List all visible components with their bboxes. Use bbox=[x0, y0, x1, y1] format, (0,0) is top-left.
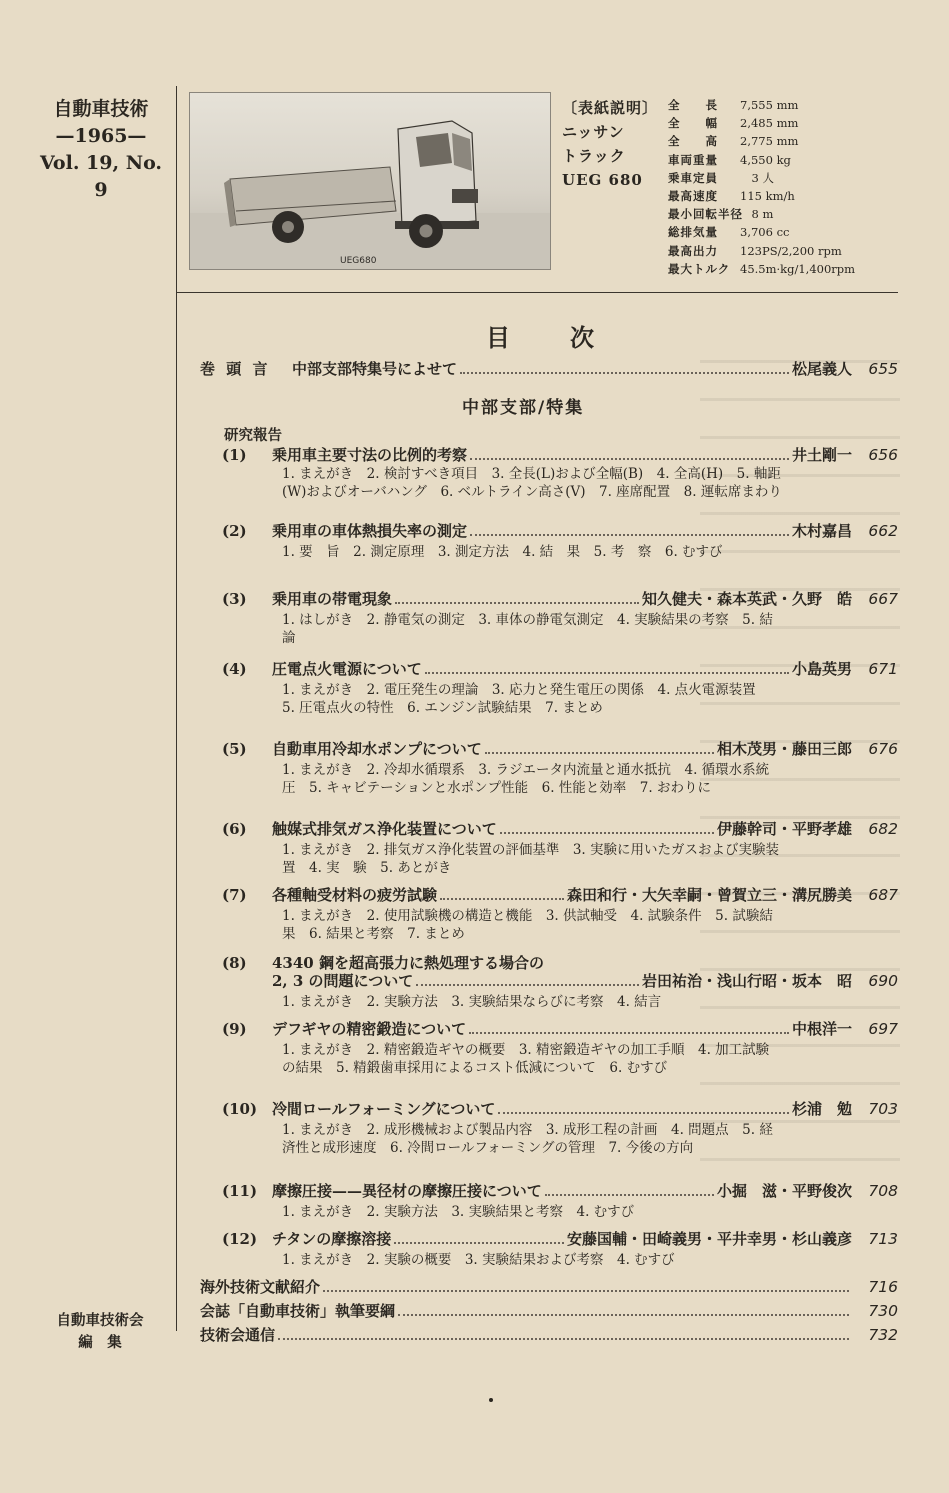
toc-subsections: 1. まえがき 2. 排気ガス浄化装置の評価基準 3. 実験に用いたガスおよび実験装置 4. 実 験 5. あとがき bbox=[282, 842, 780, 876]
cover-maker: ニッサン bbox=[562, 123, 625, 141]
toc-entry-cont[interactable]: 2, 3 の問題について 岩田祐治・浅山行昭・坂本 昭 690 bbox=[272, 972, 898, 990]
toc-entry[interactable]: (4) 圧電点火電源について 小島英男 671 bbox=[222, 660, 898, 678]
toc-entry[interactable]: (7) 各種軸受材料の疲労試験 森田和行・大矢幸嗣・曾賀立三・溝尻勝美 687 bbox=[222, 886, 898, 904]
publisher-name: 自動車技術会 bbox=[56, 1312, 144, 1329]
publisher-block bbox=[50, 1310, 150, 1354]
cover-model: UEG 680 bbox=[562, 171, 643, 189]
toc-subsections: 1. まえがき 2. 使用試験機の構造と機能 3. 供試軸受 4. 試験条件 5. 試験結果 6. 結果と考察 7. まとめ bbox=[282, 908, 773, 942]
toc-subsections: 1. まえがき 2. 検討すべき項目 3. 全長(L)および全幅(B) 4. 全高(H) 5. 軸距(W)およびオーバハング 6. ベルトライン高さ(V) 7. 座席配置 8. 運転席まわり bbox=[282, 466, 782, 500]
toc-subsections: 1. 要 旨 2. 測定原理 3. 測定方法 4. 結 果 5. 考 察 6. むすび bbox=[282, 544, 723, 560]
truck-illustration bbox=[190, 93, 550, 269]
spec-table bbox=[668, 96, 855, 278]
cover-type: トラック bbox=[562, 147, 626, 165]
journal-volume: Vol. 19, No. 9 bbox=[39, 152, 163, 201]
toc-entry[interactable]: (3) 乗用車の帯電現象 知久健夫・森本英武・久野 皓 667 bbox=[222, 590, 898, 608]
toc-entry[interactable]: (2) 乗用車の車体熱損失率の測定 木村嘉昌 662 bbox=[222, 522, 898, 540]
feature-heading: 中部支部/特集 bbox=[462, 398, 585, 418]
header-rule bbox=[176, 292, 898, 293]
cover-description bbox=[562, 96, 658, 192]
cover-label: 〔表紙説明〕 bbox=[562, 99, 659, 117]
toc-subsections: 1. まえがき 2. 電圧発生の理論 3. 応力と発生電圧の関係 4. 点火電源装置 5. 圧電点火の特性 6. エンジン試験結果 7. まとめ bbox=[282, 682, 770, 716]
journal-masthead bbox=[36, 96, 166, 204]
toc-entry[interactable]: (6) 触媒式排気ガス浄化装置について 伊藤幹司・平野孝雄 682 bbox=[222, 820, 898, 838]
toc-entry[interactable]: (8) 4340 鋼を超高張力に熱処理する場合の bbox=[222, 954, 544, 972]
toc-extra[interactable]: 海外技術文献紹介 716 bbox=[200, 1278, 898, 1296]
spec-row: 全 高 2,775 mm bbox=[668, 134, 799, 149]
toc-extra[interactable]: 技術会通信 732 bbox=[200, 1326, 898, 1344]
toc-subsections: 1. まえがき 2. 実験方法 3. 実験結果ならびに考察 4. 結言 bbox=[282, 994, 662, 1010]
toc-subsections: 1. まえがき 2. 実験方法 3. 実験結果と考察 4. むすび bbox=[282, 1204, 635, 1220]
spec-row: 最大トルク 45.5m·kg/1,400rpm bbox=[668, 261, 856, 276]
spec-row: 総排気量 3,706 cc bbox=[668, 225, 790, 240]
journal-year: —1965— bbox=[55, 125, 147, 147]
toc-subsections: 1. まえがき 2. 実験の概要 3. 実験結果および考察 4. むすび bbox=[282, 1252, 675, 1268]
photo-caption: UEG680 bbox=[340, 256, 377, 266]
toc-entry[interactable]: (5) 自動車用冷却水ポンプについて 相木茂男・藤田三郎 676 bbox=[222, 740, 898, 758]
toc-subsections: 1. はしがき 2. 静電気の測定 3. 車体の静電気測定 4. 実験結果の考察 5. 結 論 bbox=[282, 612, 787, 646]
toc-subsections: 1. まえがき 2. 冷却水循環系 3. ラジエータ内流量と通水抵抗 4. 循環水系統圧 5. キャビテーションと水ポンプ性能 6. 性能と効率 7. おわりに bbox=[282, 762, 770, 796]
column-divider bbox=[176, 86, 177, 1331]
toc-extra[interactable]: 会誌「自動車技術」執筆要綱 730 bbox=[200, 1302, 898, 1320]
toc-subsections: 1. まえがき 2. 成形機械および製品内容 3. 成形工程の計画 4. 問題点 5. 経済性と成形速度 6. 冷間ロールフォーミングの管理 7. 今後の方向 bbox=[282, 1122, 773, 1156]
spec-row: 最小回転半径 8 m bbox=[668, 207, 774, 222]
spec-row: 全 長 7,555 mm bbox=[668, 98, 799, 112]
cover-photo bbox=[189, 92, 551, 270]
toc-entry[interactable]: (10) 冷間ロールフォーミングについて 杉浦 勉 703 bbox=[222, 1100, 898, 1118]
journal-name: 自動車技術 bbox=[53, 98, 149, 120]
section-heading: 研究報告 bbox=[224, 427, 282, 444]
spec-row: 最高速度 115 km/h bbox=[668, 189, 795, 204]
spec-row: 乗車定員 3 人 bbox=[668, 170, 774, 185]
ink-dot bbox=[489, 1398, 493, 1402]
spec-row: 全 幅 2,485 mm bbox=[668, 116, 799, 131]
publisher-role: 編 集 bbox=[78, 1334, 122, 1351]
toc-foreword[interactable]: 巻 頭 言 中部支部特集号によせて 松尾義人 655 bbox=[200, 360, 898, 378]
spec-row: 車両重量 4,550 kg bbox=[668, 152, 791, 167]
spec-row: 最高出力 123PS/2,200 rpm bbox=[668, 243, 842, 258]
toc-title: 目次 bbox=[486, 323, 654, 352]
toc-entry[interactable]: (9) デフギヤの精密鍛造について 中根洋一 697 bbox=[222, 1020, 898, 1038]
toc-subsections: 1. まえがき 2. 精密鍛造ギヤの概要 3. 精密鍛造ギヤの加工手順 4. 加工試験の結果 5. 精鍛歯車採用によるコスト低減について 6. むすび bbox=[282, 1042, 770, 1076]
toc-entry[interactable]: (1) 乗用車主要寸法の比例的考察 井土剛一 656 bbox=[222, 446, 898, 464]
toc-entry[interactable]: (11) 摩擦圧接——異径材の摩擦圧接について 小掘 滋・平野俊次 708 bbox=[222, 1182, 898, 1200]
toc-entry[interactable]: (12) チタンの摩擦溶接 安藤国輔・田崎義男・平井幸男・杉山義彦 713 bbox=[222, 1230, 898, 1248]
